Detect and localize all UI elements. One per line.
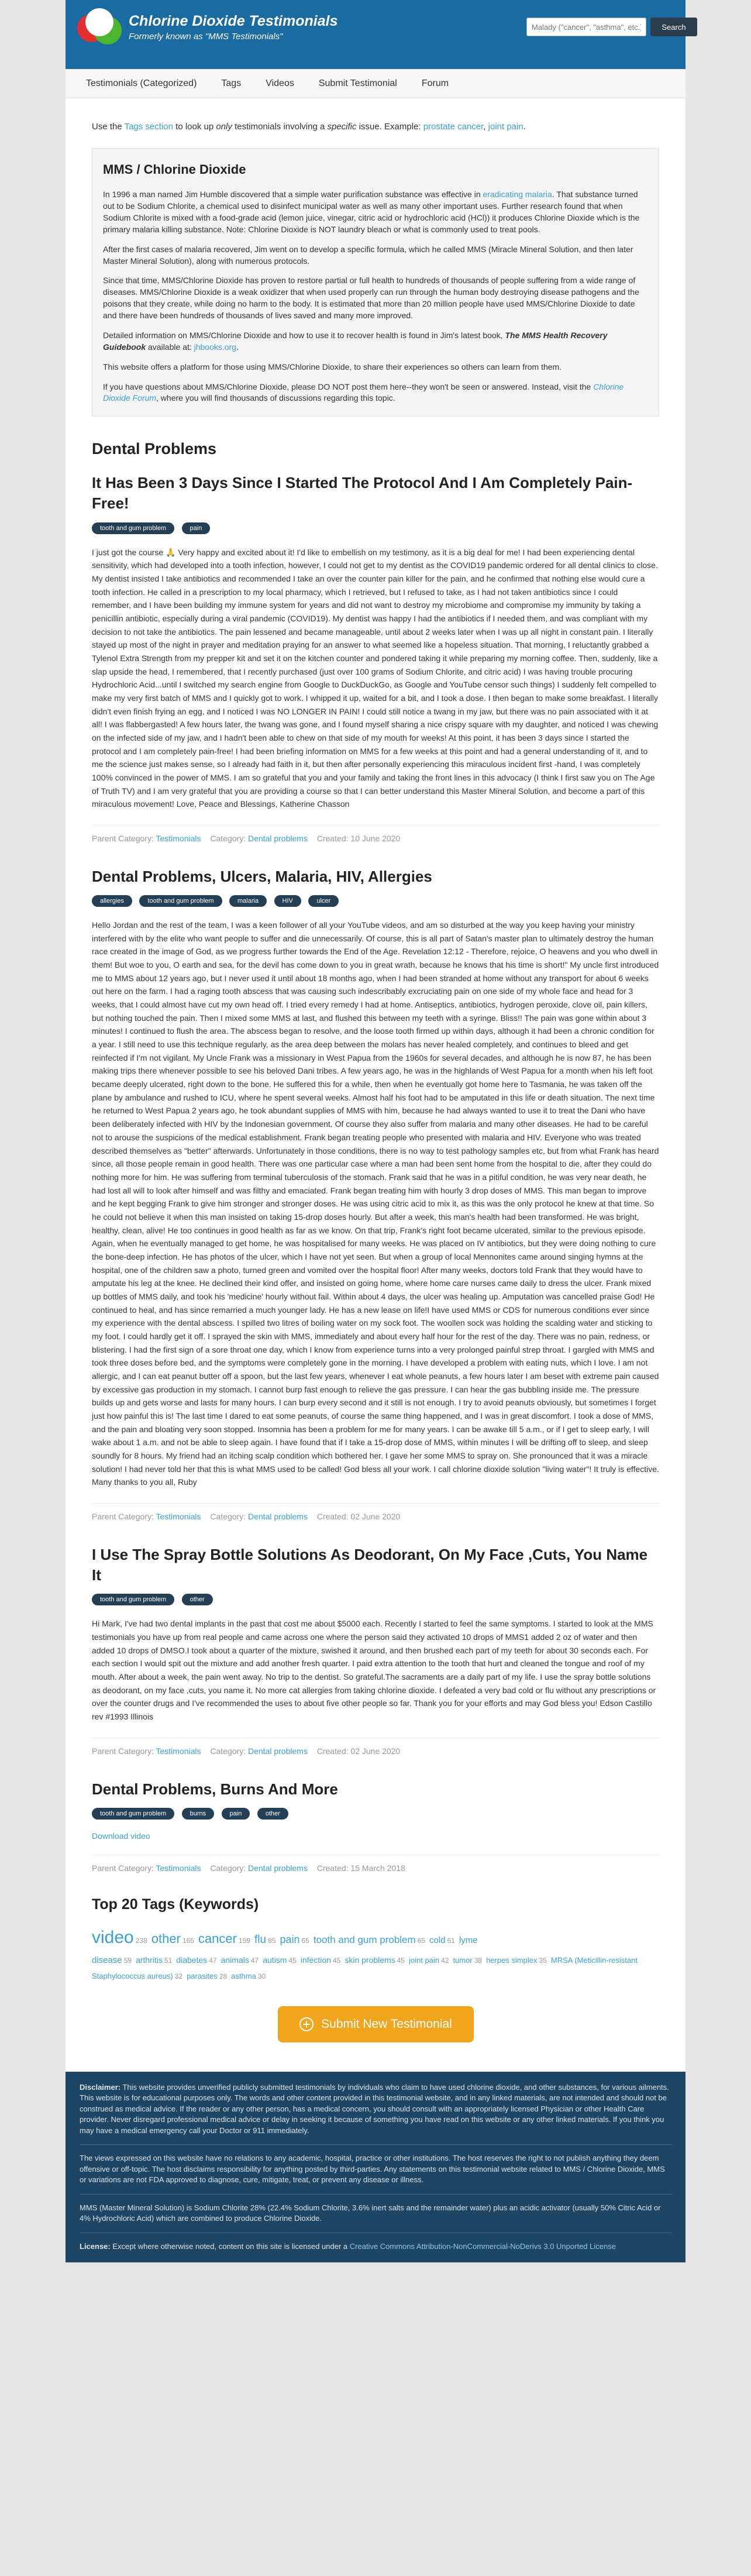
nav-testimonials[interactable]: Testimonials (Categorized) — [86, 78, 197, 88]
post-meta: Parent Category: Testimonials Category: Dental problems Created: 02 June 2020 — [92, 1738, 659, 1756]
parent-category-link[interactable]: Testimonials — [156, 1746, 201, 1756]
parent-category-link[interactable]: Testimonials — [156, 1511, 201, 1521]
post-meta: Parent Category: Testimonials Category: Dental problems Created: 10 June 2020 — [92, 825, 659, 843]
cloud-tag-link[interactable]: lyme disease — [92, 1935, 478, 1965]
cloud-tag-link[interactable]: infection — [300, 1955, 331, 1965]
plus-circle-icon — [299, 2017, 314, 2032]
testimonial-post — [92, 473, 659, 843]
cloud-tag-link[interactable]: arthritis — [136, 1955, 163, 1965]
mms-definition-text: MMS (Master Mineral Solution) is Sodium Chlorite 28% (22.4% Sodium Chlorite, 3.6% inert salts and the remainder water) plus an acidic activator (usually 50% Citric Acid or 4% Hydrochloric Acid) which are combined to produce Chlorine Dioxide. — [80, 2203, 661, 2223]
post-title[interactable]: Dental Problems, Burns And More — [92, 1780, 338, 1798]
tag-link[interactable]: tooth and gum problem — [92, 1808, 174, 1820]
tag-link[interactable]: ulcer — [308, 895, 339, 907]
testimonial-post — [92, 1779, 659, 1873]
parent-category-link[interactable]: Testimonials — [156, 1863, 201, 1873]
page — [66, 0, 685, 2262]
cloud-tag-count: 85 — [268, 1936, 276, 1945]
views-text: The views expressed on this website have no relations to any academic, hospital, practice or other institutions. The host reserves the right to not publish anything they deem offensive or off-topic. The host disclaims responsibility for anything posted by third-parties. Any statements on this testimonial website related to MMS / Chlorine Dioxide, MMS or variations are not FDA approved to diagnose, cure, mitigate, treat, or prevent any disease or illness. — [80, 2154, 665, 2185]
tag-link[interactable]: malaria — [229, 895, 267, 907]
search-input[interactable] — [526, 18, 646, 36]
cloud-tag-link[interactable]: diabetes — [176, 1955, 208, 1965]
cloud-tag-count: 35 — [539, 1956, 547, 1965]
forum-link[interactable]: Chlorine Dioxide Forum — [103, 381, 624, 403]
license-link[interactable]: Creative Commons Attribution-NonCommercial-NoDerivs 3.0 Unported License — [349, 2241, 616, 2251]
created-date: 02 June 2020 — [350, 1746, 401, 1756]
nav-submit-testimonial[interactable]: Submit Testimonial — [318, 78, 397, 88]
cloud-tag-count: 47 — [250, 1956, 259, 1965]
cloud-tag-link[interactable]: tooth and gum problem — [313, 1934, 416, 1945]
tag-link[interactable]: allergies — [92, 895, 132, 907]
cloud-tag-count: 65 — [417, 1936, 426, 1945]
category-link[interactable]: Dental problems — [248, 1746, 308, 1756]
post-body: Hello Jordan and the rest of the team, I was a keen follower of all your YouTube videos, and am so disturbed at the way you keep having your ministry interfered with by the elite who want people to suffer and die unnecessarily. Of course, this is all part of Satan's master plan to ultimately destroy the human race created in the image of God, as we progress further towards the End of the Age. Revelation 12:12 - Therefore, rejoice, O heavens and you who dwell in them! But woe to you, O earth and sea, for the devil has come down to you in great wrath, because he knows that his time is short!" My uncle first introduced me to MMS about 12 years ago, but I never used it until about 18 months ago, when I had been stranded at home without any transport for about 6 weeks out here on the farm. I had a raging tooth abscess that was causing such indescribably excruciating pain on one side of my whole face and head for 3 weeks, that I could almost have cut my own head off. I tried every remedy I had at home. Antiseptics, antibiotics, hydrogen peroxide, clove oil, pain killers, but nothing touched the pain. Then I mixed some MMS at last, and flushed this between my teeth with a syringe. Bliss!! The pain was gone within about 3 minutes! I continued to flush the area. The abscess began to resolve, and the loose tooth firmed up within days, although it had been a chronic condition for a year. I still need to use this technique regularly, as the area deep between the molars has never healed completely, and continues to bleed and get reinfected if I'm not vigilant. My Uncle Frank was a missionary in West Papua from the 1960s for several decades, and although he is now 87, he has been making trips there whenever possible to see his beloved Dani tribes. A few years ago, he was in the highlands of West Papua for a month when his left foot became deeply ulcerated, right down to the bone. He suffered this for a while, then when he eventually got home here to Tasmania, he was taken off the plane by ambulance and rushed to ICU, where he spent several weeks. Almost half his foot had to be amputated in this life or death situation. The next time he returned to West Papua 2 years ago, he took abundant supplies of MMS with him, because he had always wanted to use it to treat the Dani who have been deliberately infected with HIV by the Indonesian government. Of course they also suffer from malaria and many other diseases. He had to be careful not to arouse the suspicions of the medical establishment. Frank began treating people who presented with malaria and HIV. Everyone who was treated described themselves as "better" afterwards. Unfortunately in those conditions, there is no way to test pathology samples etc, but from what Frank has heard since, all those people remain in good health. There was one particular case where a man had been sent home from the hospital to die, after they could do nothing more for him. He was suffering from terminal tuberculosis of the stomach. Frank said that he was in a pitiful condition, he was very near death, he had lost all will to look after himself and was filthy and emaciated. Frank began treating him with hourly 3 drop doses of MMS. This man began to improve and he kept begging Frank to give him stronger and stronger doses. He was using citric acid to mix it, as this was the only protocol he knew at that time. So he could not believe it when this man insisted on taking 15-drop doses hourly. But after a week, this man's health had been transformed. He was bright, healthy, clean, alive! He too continues in good health as far as we know. On that trip, Frank's right foot became ulcerated, similar to the previous episode. Again, when he eventually managed to get home, he was hospitalised for many weeks. He was placed on IV antibiotics, but they were doing nothing to cure the bone-deep infection. He has photos of the ulcer, which I have not yet seen. But when a group of local Mennonites came around singing hymns at the hospital, one of the children saw a photo, turned green and vomited over the hospital floor! After many weeks, doctors told Frank that they would have to amputate his leg at the knee. He declined their kind offer, and insisted on going home, where home care nurses came daily to dress the ulcer. Frank mixed up bottles of MMS daily, and took his 'medicine' hourly without fail. Within about 4 days, the ulcer was healing up. Amputation was cancelled praise God! He continued to heal, and has since remarried a much younger lady. He has a new lease on life!I have used MMS or CDS for numerous conditions ever since my experience with the dental abscess. I spilled two litres of boiling water on my sock foot. The woollen sock was holding the scalding water and sticking to my foot. I could hardly get it off. I sprayed the skin with MMS, immediately and about every half hour for the rest of the day. There was no pain, redness, or blistering. I had the first sign of a sore throat one day, which I know from experience turns into a very prolonged painful strep throat. I gargled with MMS and took three doses before bed, and the symptoms were completely gone in the morning. I have developed a problem with eating nuts, which I love. I am not allergic, and I can eat peanut butter off a spoon, but the last few years, whenever I eat whole peanuts, a few hours later I am beset with extreme pain caused by excessive gas production in my stomach. I cannot burp fast enough to relieve the gas pressure. I can hear the gas bubbling inside me. The pressure builds up and gets worse and lasts for many hours. I can burp every second and it still is not enough. I try to avoid peanuts obviously, but sometimes I forget just how painful this is! The last time I dared to eat some peanuts, of course the same thing happened, and I was in great discomfort. I took a dose of MMS, and the pain and bloating very soon stopped. Insomnia has been a problem for me for many years. I can be awake till 5 a.m., or if I get to sleep early, I will wake about 1 a.m. and not be able to sleep again. I have found that if I take a 15-drop dose of MMS, within minutes I will be drifting off to sleep, and sleep soundly for 8 hours. My friend had an itching scalp condition which bothered her. I gave her some MMS to spray on. She pronounced that it was a miracle solution! I had never told her that this is what MMS used to be called! God bless all your work. I call chlorine dioxide solution "living water"! It truly is effective. Many thanks to you all, Ruby — [92, 920, 659, 1487]
cloud-tag-count: 65 — [301, 1936, 309, 1945]
cloud-tag-count: 45 — [332, 1956, 341, 1965]
category-title: Dental Problems — [92, 440, 217, 458]
tag-link[interactable]: tooth and gum problem — [92, 1594, 174, 1605]
cloud-tag-link[interactable]: other — [151, 1931, 181, 1946]
cloud-tag-count: 42 — [441, 1956, 449, 1965]
post-meta: Parent Category: Testimonials Category: Dental problems Created: 02 June 2020 — [92, 1503, 659, 1521]
site-title[interactable]: Chlorine Dioxide Testimonials — [129, 13, 338, 29]
cloud-tag-link[interactable]: pain — [280, 1933, 300, 1945]
post-title[interactable]: Dental Problems, Ulcers, Malaria, HIV, Allergies — [92, 867, 432, 885]
nav-forum[interactable]: Forum — [421, 78, 449, 88]
main-content — [66, 98, 685, 2072]
post-title[interactable]: I Use The Spray Bottle Solutions As Deodorant, On My Face ,Cuts, You Name It — [92, 1545, 648, 1584]
parent-category-link[interactable]: Testimonials — [156, 833, 201, 843]
tag-link[interactable]: other — [257, 1808, 288, 1820]
post-tags — [92, 1808, 659, 1820]
cloud-tag-link[interactable]: cancer — [198, 1931, 237, 1946]
cloud-tag-link[interactable]: skin problems — [345, 1955, 395, 1965]
submit-testimonial-button[interactable]: Submit New Testimonial — [278, 2006, 474, 2042]
post-title[interactable]: It Has Been 3 Days Since I Started The Protocol And I Am Completely Pain-Free! — [92, 474, 633, 513]
tag-cloud-title: Top 20 Tags (Keywords) — [92, 1896, 259, 1913]
tag-link[interactable]: other — [182, 1594, 213, 1605]
info-paragraph: If you have questions about MMS/Chlorine Dioxide, please DO NOT post them here--they won't be seen or answered. Instead, visit the Chlorine Dioxide Forum, where you will find thousands of discussions regarding this topic. — [103, 381, 624, 403]
disclaimer-text: Disclaimer: This website provides unverified publicly submitted testimonials by individuals who claim to have used chlorine dioxide, and other substances, for various ailments. This website is for educational purposes only. The words and other content provided in this testimonial website, and in any linked materials, are not intended and should not be construed as medical advice. If the reader or any other person, has a medical concern, you should consult with an appropriately licensed Physician or other Health Care provider. Never disregard professional medical advice or delay in seeking it because of something you have read on this website or any other linked materials. If you think you may have a medical emergency call your Doctor or 911 immediately. — [80, 2083, 669, 2135]
cloud-tag-count: 28 — [219, 1972, 228, 1980]
site-footer — [66, 2072, 685, 2262]
post-body: I just got the course 🙏 Very happy and excited about it! I'd like to embellish on my testimony, as it is a big deal for me! I had been experiencing dental sensitivity, which had developed into a tooth infection, however, I could not get to my dentist as the COVID19 pandemic ordered for all dental clinics to close. My dentist insisted I take antibiotics and recommended I take an over the counter pain killer for the pain, and he confirmed that nothing else would cure a tooth infection. He called in a prescription to my local pharmacy, which I retrieved, but I refused to take, as I had not taken antibiotics since I could remember, and I have been building my immune system for years and did not want to destroy my microbiome and compromise my immunity by taking a penicillin antibiotic, especially during a viral pandemic (COVID19). My dentist was happy I had the antibiotics if I needed them, and was compliant with my decision to not take the antibiotics. The pain lessened and became manageable, until about 2 weeks later when I was up all night in constant pain. I literally stayed up most of the night in prayer and meditation praying for an answer to what seemed like a hopeless situation. That morning, I reluctantly grabbed a Tylenol Extra Strength from my prepper kit and set it on the kitchen counter and pondered taking it while preparing my morning coffee. Then, suddenly, like a slap upside the head, I remembered, that I recently purchased (just over 100 grams of Sodium Chlorite, and citric acid) I was having trouble procuring Hydrochloric Acid...until I switched my search engine from Google to DuckDuckGo, as Google and YouTube censor such things) I suddenly felt compelled to make my very first batch of MMS and I quickly got to work. I whipped it up, waited for a bit, and I took a dose. I then began to make some breakfast. I literally didn't even finish frying an egg, and I noticed I was NO LONGER IN PAIN! I could still notice a twang in my jaw, but there was no pain associated with it at all! I was flabbergasted! A few hours later, the twang was gone, and I found myself sharing a nice crispy square with my daughter, and noticed I was chewing on the infected side of my jaw, and I hadn't been able to chew on that side of my mouth for weeks! At this point, it has been 3 days since I started the protocol and I am completely pain-free! I had been briefing information on MMS for a few weeks at this point and had a general understanding of it, and to me the science just makes sense, so I already had faith in it, but then after personally experiencing this miraculous incident first -hand, I was completely 100% convinced in the power of MMS. I am so grateful that you and your family and taking the front lines in this advocacy (I think I first saw you on The Age of Truth TV) and I am very grateful that you are providing a course so that I can better understand this Master Mineral Solution, and become a part of this miraculous movement! Love, Peace and Blessings, Katherine Chasson — [92, 547, 659, 809]
created-date: 15 March 2018 — [350, 1863, 405, 1873]
tag-cloud — [92, 1896, 659, 1984]
site-header — [66, 0, 685, 69]
post-tags — [92, 895, 659, 907]
category-link[interactable]: Dental problems — [248, 833, 308, 843]
testimonial-post — [92, 1545, 659, 1756]
site-logo[interactable] — [77, 8, 125, 50]
main-nav — [66, 69, 685, 98]
cloud-tag-count: 32 — [174, 1972, 183, 1980]
info-paragraph: In 1996 a man named Jim Humble discovered that a simple water purification substance was effective in eradicating malaria. That substance turned out to be Sodium Chlorite, a chemical used to disinfect municipal water as well as many other important uses. Further research found that when Sodium Chlorite is mixed with a food-grade acid (lemon juice, vinegar, citric acid or hydrochloric acid (HCl)) it produces Chlorine Dioxide which is the primary malaria killing substance. Note: Chlorine Dioxide is NOT laundry bleach or what is commonly used to treat pools. — [103, 190, 640, 234]
search-button[interactable]: Search — [650, 18, 697, 36]
footer-divider — [80, 2194, 671, 2195]
license-text: License: Except where otherwise noted, content on this site is licensed under a Creative Commons Attribution-NonCommercial-NoDerivs 3.0 Unported License — [80, 2241, 616, 2251]
cloud-tag-count: 165 — [182, 1936, 194, 1945]
post-tags — [92, 1594, 659, 1605]
cloud-tag-link[interactable]: animals — [221, 1955, 249, 1965]
post-meta: Parent Category: Testimonials Category: Dental problems Created: 15 March 2018 — [92, 1855, 659, 1873]
cloud-tag-link[interactable]: flu — [254, 1933, 267, 1946]
category-link[interactable]: Dental problems — [248, 1511, 308, 1521]
post-tags — [92, 522, 659, 534]
info-title: MMS / Chlorine Dioxide — [103, 162, 246, 177]
tag-link[interactable]: HIV — [274, 895, 301, 907]
info-paragraph: This website offers a platform for those using MMS/Chlorine Dioxide, to share their experiences so others can learn from them. — [103, 362, 562, 372]
intro-text: Use the Tags section to look up only testimonials involving a specific issue. Example: prostate cancer, joint pain. — [92, 122, 526, 132]
download-video-link[interactable]: Download video — [92, 1831, 150, 1841]
tag-link[interactable]: burns — [182, 1808, 215, 1820]
cloud-tag-count: 238 — [135, 1936, 147, 1945]
tag-link[interactable]: tooth and gum problem — [139, 895, 222, 907]
cloud-tag-count: 45 — [397, 1956, 405, 1965]
post-body: Hi Mark, I've had two dental implants in the past that cost me about $5000 each. Recently I started to feel the same symptoms. I started to look at the MMS testimonials you have up from real people and came across one where the person said they activated 10 drops of MMS1 added 2 oz of water and then added 10 drops of DMSO.I took about a quarter of the mixture, swished it around, and then brushed each part of my teeth for about 30 seconds each. For each section I would spit out the mixture and add another fresh quarter. I paid extra attention to the tooth that hurt and cleaned the tongue and roof of my mouth. After about a week, the pain went away. No trip to the dentist. So grateful.The sacraments are a daily part of my life. I use the spray bottle solutions as deodorant, on my face ,cuts, you name it. No more cat allergies from taking chlorine dioxide. I defeated a very bad cold or flu without any prescriptions or over the counter drugs and I've recommended the uses to about five other people so far. Thank you for your efforts and may God bless you! Edson Castillo rev #1993 Illinois — [92, 1619, 656, 1721]
cloud-tag-link[interactable]: video — [92, 1927, 134, 1947]
cloud-tag-count: 47 — [209, 1956, 217, 1965]
cloud-tag-link[interactable]: tumor — [453, 1955, 473, 1965]
tag-link[interactable]: pain — [222, 1808, 250, 1820]
eradicating-malaria-link[interactable]: eradicating malaria — [483, 190, 552, 200]
nav-tags[interactable]: Tags — [221, 78, 242, 88]
cloud-tag-link[interactable]: autism — [263, 1955, 287, 1965]
cloud-tag-link[interactable]: MRSA (Meticillin-resistant Staphylococcus aureus) — [92, 1955, 638, 1980]
cloud-tag-count: 30 — [257, 1972, 266, 1980]
cloud-tag-link[interactable]: parasites — [187, 1971, 218, 1980]
cloud-tag-count: 61 — [447, 1936, 455, 1945]
logo-white-circle — [85, 8, 113, 36]
cloud-tag-count: 59 — [123, 1956, 132, 1965]
category-link[interactable]: Dental problems — [248, 1863, 308, 1873]
tag-cloud-words — [92, 1922, 659, 1984]
created-date: 10 June 2020 — [350, 833, 401, 843]
site-subtitle: Formerly known as "MMS Testimonials" — [129, 32, 283, 42]
cloud-tag-link[interactable]: herpes simplex — [486, 1955, 538, 1965]
tag-link[interactable]: pain — [182, 522, 211, 534]
cloud-tag-count: 159 — [238, 1936, 251, 1945]
cloud-tag-link[interactable]: asthma — [231, 1971, 256, 1980]
footer-divider — [80, 2144, 671, 2145]
created-date: 02 June 2020 — [350, 1511, 401, 1521]
cloud-tag-count: 51 — [164, 1956, 173, 1965]
cloud-tag-link[interactable]: cold — [429, 1935, 446, 1945]
info-paragraph: Since that time, MMS/Chlorine Dioxide has proven to restore partial or full health to hundreds of thousands of people suffering from a wide range of diseases. MMS/Chlorine Dioxide is a weak oxidizer that when used properly can run through the human body destroying disease pathogens and the poisons that they create, while doing no harm to the body. It is estimated that more than 20 million people have used MMS/Chlorine Dioxide to date and there have been hundreds of thousands of lives saved and many more improved. — [103, 276, 639, 321]
info-paragraph: After the first cases of malaria recovered, Jim went on to develop a specific formula, which he called MMS (Miracle Mineral Solution, and then later Master Mineral Solution), along with numerous protocols. — [103, 244, 633, 266]
nav-videos[interactable]: Videos — [266, 78, 294, 88]
cloud-tag-count: 45 — [288, 1956, 297, 1965]
mms-info-box — [92, 148, 659, 417]
cta-wrapper — [92, 1984, 659, 2072]
example-joint-pain-link[interactable]: joint pain — [488, 122, 523, 132]
cloud-tag-count: 38 — [474, 1956, 483, 1965]
info-paragraph: Detailed information on MMS/Chlorine Dioxide and how to use it to recover health is found in Jim's latest book, The MMS Health Recovery Guidebook available at: jhbooks.org. — [103, 330, 608, 352]
testimonial-post — [92, 866, 659, 1521]
tag-link[interactable]: tooth and gum problem — [92, 522, 174, 534]
cloud-tag-link[interactable]: joint pain — [409, 1955, 440, 1965]
example-prostate-cancer-link[interactable]: prostate cancer — [423, 122, 484, 132]
tags-section-link[interactable]: Tags section — [124, 122, 173, 132]
jhbooks-link[interactable]: jhbooks.org — [194, 342, 237, 352]
